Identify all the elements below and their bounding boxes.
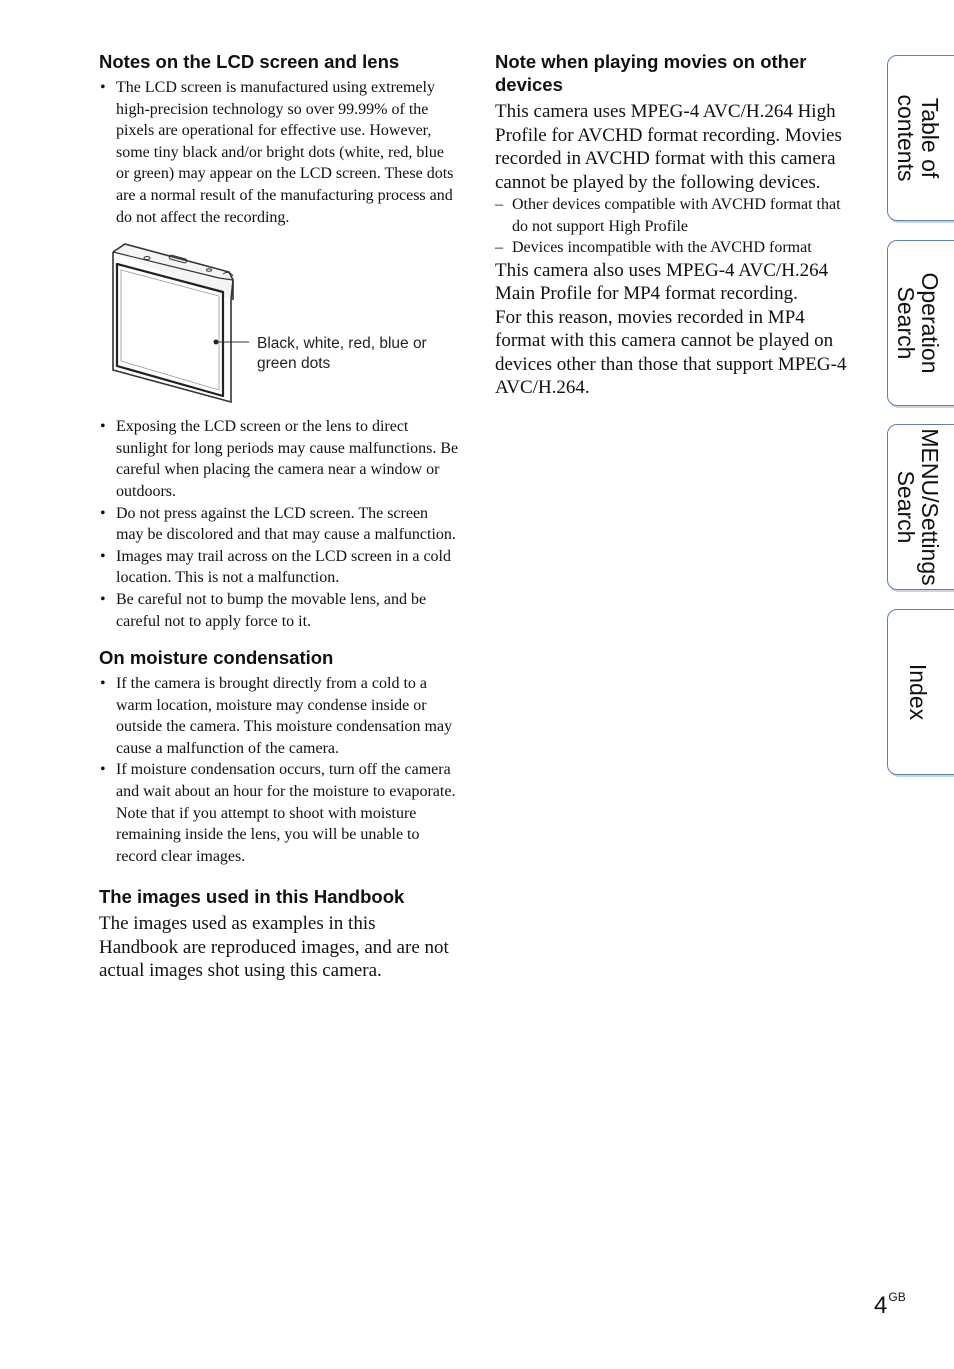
tab-label: Operation Search: [893, 272, 943, 374]
tab-label: MENU/Settings Search: [893, 428, 943, 586]
movies-para-1: This camera uses MPEG-4 AVC/H.264 High Profile for AVCHD format recording. Movies recorded in AVCHD format with this camera cannot be played by the following devices.: [495, 101, 842, 193]
images-section-heading: The images used in this Handbook: [99, 886, 405, 908]
figure-label: Black, white, red, blue or green dots: [257, 335, 427, 372]
camera-lcd-illustration: [99, 240, 259, 408]
right-column: [495, 50, 853, 400]
page-number: [874, 1290, 906, 1320]
images-section-body: The images used as examples in this Handbook are reproduced images, and are not actual images shot using this camera.: [99, 913, 449, 982]
tab-label: Index: [905, 663, 931, 721]
list-item: • Do not press against the LCD screen. The screen may be discolored and that may cause a malfunction.: [99, 503, 459, 546]
tab-operation-search[interactable]: [887, 240, 954, 406]
tab-table-of-contents[interactable]: [887, 55, 954, 221]
page-number-suffix: GB: [888, 1290, 906, 1304]
left-column: [99, 50, 459, 983]
tab-label: Table of contents: [893, 94, 943, 182]
lcd-intro-list: [99, 77, 459, 228]
movies-section-heading: Note when playing movies on other devices: [495, 51, 807, 95]
incompatible-devices-list: [495, 194, 853, 259]
tab-menu-settings-search[interactable]: [887, 424, 954, 590]
list-item: – Other devices compatible with AVCHD format that do not support High Profile: [495, 194, 853, 237]
list-item: • Exposing the LCD screen or the lens to direct sunlight for long periods may cause malfunctions. Be careful when placing the camera near a window or outdoors.: [99, 416, 459, 502]
list-item: • Images may trail across on the LCD screen in a cold location. This is not a malfunction.: [99, 546, 459, 589]
tab-index[interactable]: [887, 609, 954, 775]
lcd-figure: [99, 240, 459, 408]
page-number-value: 4: [874, 1292, 888, 1319]
movies-para-3: For this reason, movies recorded in MP4 format with this camera cannot be played on devices other than those that support MPEG-4 AVC/H.264.: [495, 306, 847, 399]
list-item: • If moisture condensation occurs, turn off the camera and wait about an hour for the moisture to evaporate. Note that if you attempt to shoot with moisture remaining inside the lens, you will be unable to record clear images.: [99, 759, 459, 867]
lcd-notes-list: [99, 416, 459, 632]
list-item: – Devices incompatible with the AVCHD format: [495, 237, 853, 259]
list-item: • If the camera is brought directly from a cold to a warm location, moisture may condense inside or outside the camera. This moisture condensation may cause a malfunction of the camera.: [99, 673, 459, 759]
moisture-list: [99, 673, 459, 867]
list-item: • Be careful not to bump the movable lens, and be careful not to apply force to it.: [99, 589, 459, 632]
movies-para-2: This camera also uses MPEG-4 AVC/H.264 Main Profile for MP4 format recording.: [495, 259, 829, 305]
list-item: • The LCD screen is manufactured using extremely high-precision technology so over 99.99% of the pixels are operational for effective use. However, some tiny black and/or bright dots (white, red, blue or green) may appear on the LCD screen. These dots are a normal result of the manufacturing process and do not affect the recording.: [99, 77, 459, 228]
moisture-section-heading: On moisture condensation: [99, 647, 334, 669]
lcd-section-heading: Notes on the LCD screen and lens: [99, 51, 400, 72]
